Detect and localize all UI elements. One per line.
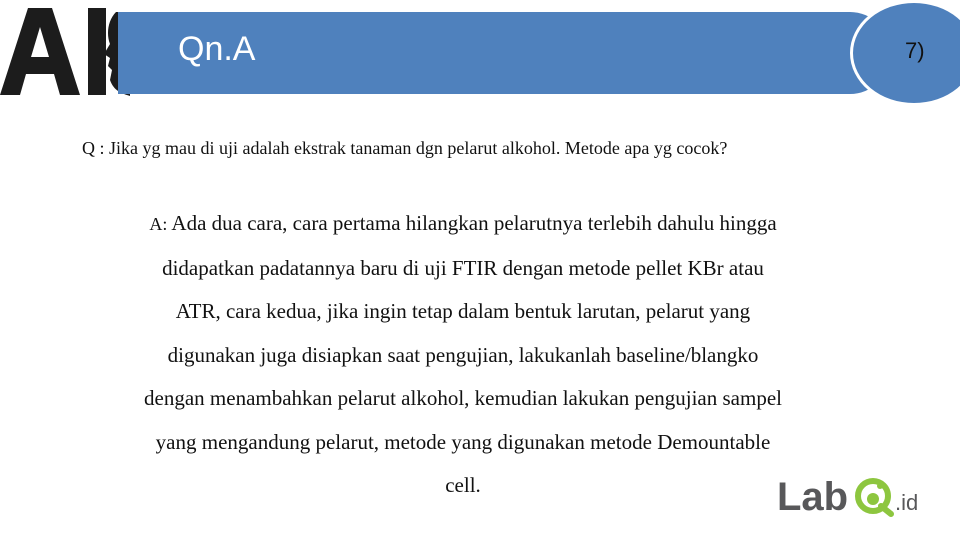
ai-logo-letter-i [88, 8, 106, 95]
answer-line: dengan menambahkan pelarut alkohol, kemudian lakukan pengujian sampel [144, 386, 782, 410]
answer-line: ATR, cara kedua, jika ingin tetap dalam bentuk larutan, pelarut yang [175, 299, 751, 323]
flask-icon [858, 481, 891, 514]
ai-logo-letter-a [0, 8, 80, 95]
slide-title: Qn.A [178, 30, 256, 68]
labo-logo-suffix: .id [895, 490, 919, 515]
answer-line [108, 202, 818, 247]
answer-line: yang mengandung pelarut, metode yang digunakan metode Demountable [155, 429, 771, 454]
labo-logo-text: Lab [777, 475, 849, 519]
answer-line: digunakan juga disiapkan saat pengujian, lakukanlah baseline/blangko [167, 342, 759, 367]
answer-line: cell. [445, 473, 481, 497]
answer-prefix: A: [149, 214, 168, 234]
page-number: 7) [905, 38, 925, 63]
answer-block [108, 202, 818, 508]
question-text: Q : Jika yg mau di uji adalah ekstrak tanaman dgn pelarut alkohol. Metode apa yg cocok? [82, 138, 728, 158]
labo-logo [775, 470, 935, 520]
answer-line-text: Ada dua cara, cara pertama hilangkan pelarutnya terlebih dahulu hingga [171, 211, 777, 235]
answer-line: didapatkan padatannya baru di uji FTIR dengan metode pellet KBr atau [162, 255, 764, 280]
